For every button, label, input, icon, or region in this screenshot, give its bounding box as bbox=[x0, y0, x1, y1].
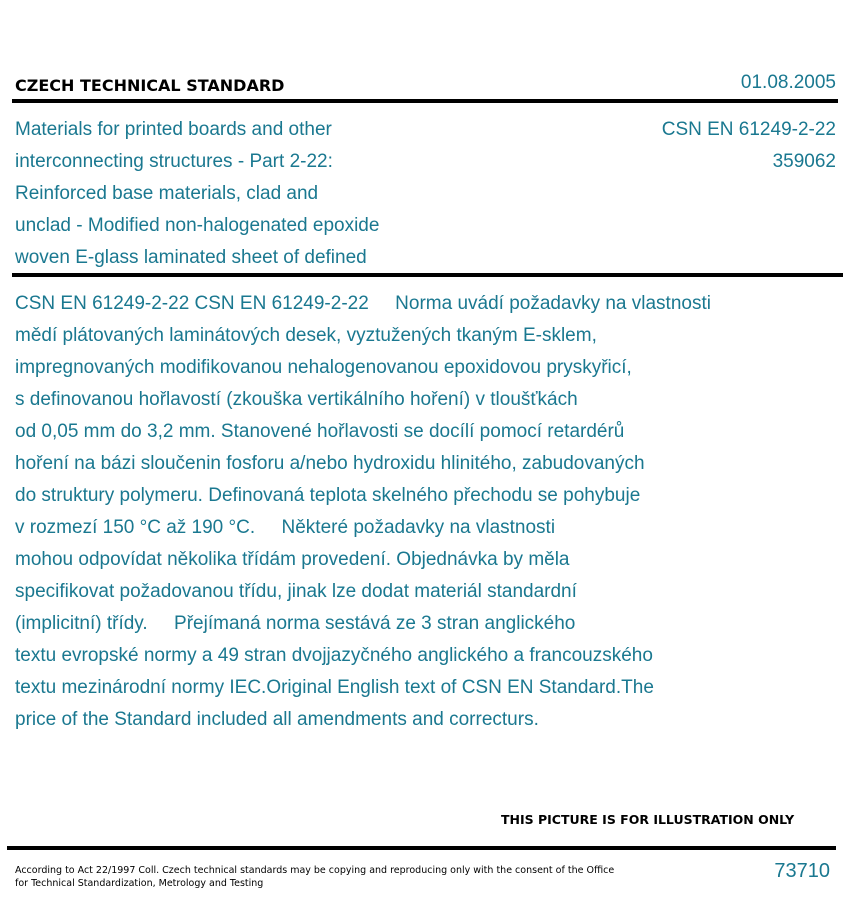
description-line: mědí plátovaných laminátových desek, vyztužených tkaným E-sklem, bbox=[15, 325, 597, 346]
standard-code: CSN EN 61249-2-22 bbox=[661, 119, 836, 140]
description-line: do struktury polymeru. Definovaná teplota skelného přechodu se pohybuje bbox=[15, 485, 641, 506]
standard-identifiers bbox=[662, 114, 836, 178]
description-line: specifikovat požadovanou třídu, jinak lze dodat materiál standardní bbox=[15, 581, 577, 602]
description-line: mohou odpovídat několika třídám provedení. Objednávka by měla bbox=[15, 549, 570, 570]
header-divider bbox=[12, 99, 838, 103]
description-line: CSN EN 61249-2-22 CSN EN 61249-2-22 Norma uvádí požadavky na vlastnosti bbox=[15, 293, 711, 314]
publication-date: 01.08.2005 bbox=[740, 72, 836, 93]
standard-title bbox=[15, 114, 445, 274]
catalog-code: 73710 bbox=[774, 860, 830, 882]
description-line: (implicitní) třídy. Přejímaná norma sestává ze 3 stran anglického bbox=[15, 613, 576, 634]
illustration-disclaimer: THIS PICTURE IS FOR ILLUSTRATION ONLY bbox=[501, 812, 795, 827]
description-line: hoření na bázi sloučenin fosforu a/nebo hydroxidu hlinitého, zabudovaných bbox=[15, 453, 645, 474]
legal-notice-line: According to Act 22/1997 Coll. Czech technical standards may be copying and reproducing only with the consent of the Office bbox=[15, 865, 615, 876]
description-line: textu mezinárodní normy IEC.Original English text of CSN EN Standard.The bbox=[15, 677, 654, 698]
legal-notice-line: for Technical Standardization, Metrology and Testing bbox=[15, 878, 264, 889]
description-line: od 0,05 mm do 3,2 mm. Stanovené hořlavosti se docílí pomocí retardérů bbox=[15, 421, 625, 442]
standard-title-line: woven E-glass laminated sheet of defined bbox=[15, 247, 367, 268]
standard-title-line: Reinforced base materials, clad and bbox=[15, 183, 319, 204]
footer-divider bbox=[7, 846, 836, 850]
standard-title-line: Materials for printed boards and other bbox=[15, 119, 332, 140]
description-line: price of the Standard included all amendments and correcturs. bbox=[15, 709, 539, 730]
description-line: impregnovaných modifikovanou nehalogenovanou epoxidovou pryskyřicí, bbox=[15, 357, 632, 378]
description-line: textu evropské normy a 49 stran dvojjazyčného anglického a francouzského bbox=[15, 645, 653, 666]
class-number: 359062 bbox=[772, 151, 836, 172]
standard-description bbox=[15, 288, 711, 736]
standard-title-line: unclad - Modified non-halogenated epoxide bbox=[15, 215, 380, 236]
description-line: v rozmezí 150 °C až 190 °C. Některé požadavky na vlastnosti bbox=[15, 517, 556, 538]
description-line: s definovanou hořlavostí (zkouška vertikálního hoření) v tloušťkách bbox=[15, 389, 578, 410]
title-divider bbox=[12, 273, 843, 277]
document-header-title: CZECH TECHNICAL STANDARD bbox=[15, 76, 285, 95]
standard-title-line: interconnecting structures - Part 2-22: bbox=[15, 151, 333, 172]
legal-notice bbox=[15, 864, 615, 890]
